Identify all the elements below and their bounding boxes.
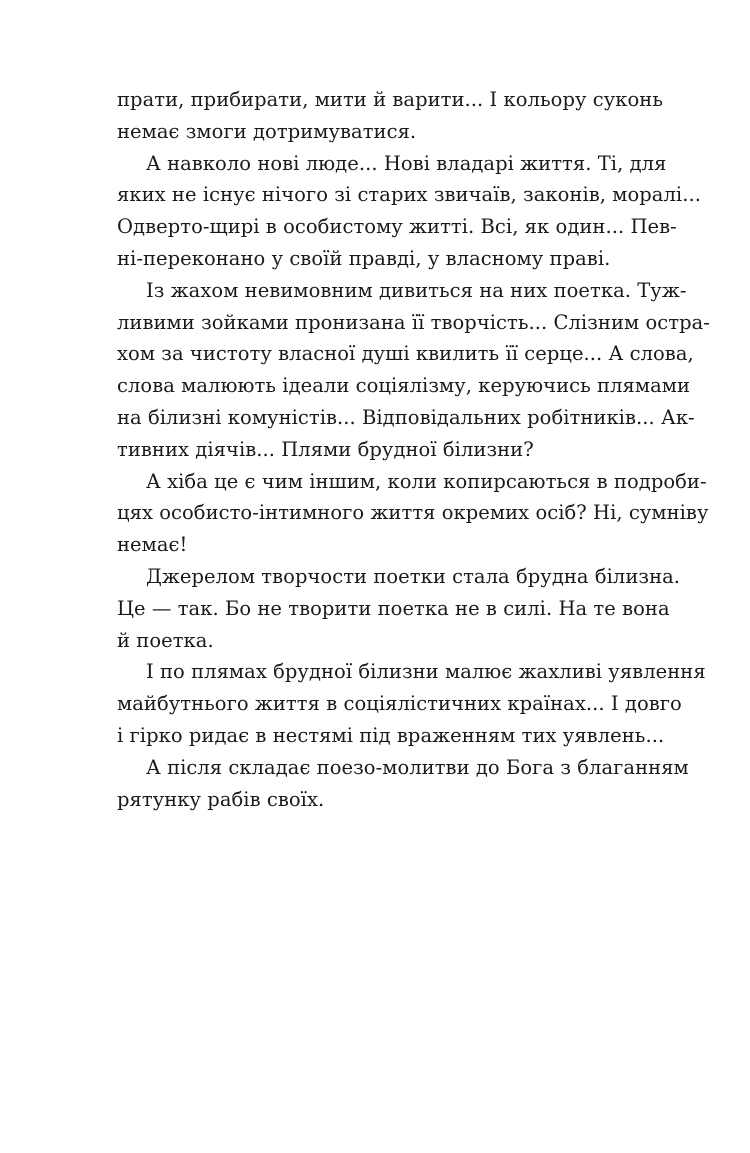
paragraph-4	[117, 466, 709, 561]
paragraph-5	[117, 561, 681, 656]
text-line: хом за чистоту власної душі квилить її серце... А слова,	[117, 342, 694, 366]
text-line: й поетка.	[117, 628, 214, 652]
text-line: ливими зойками пронизана її творчість... Слізним остра-	[117, 310, 710, 334]
text-line: на білизні комуністів... Відповідальних робітників... Ак-	[117, 405, 695, 429]
text-line: Із жахом невимовним дивиться на них поетка. Туж-	[146, 278, 687, 302]
text-block	[117, 84, 710, 815]
text-line: слова малюють ідеали соціялізму, керуючись плямами	[117, 374, 691, 398]
paragraph-7	[117, 752, 689, 816]
text-line: Одверто-щирі в особистому житті. Всі, як один... Пев-	[117, 215, 677, 239]
text-line: ні-переконано у своїй правді, у власному праві.	[117, 246, 611, 270]
paragraph-2	[117, 148, 701, 275]
paragraph-3	[117, 275, 710, 466]
text-line: Джерелом творчости поетки стала брудна білизна.	[146, 564, 681, 588]
text-line: рятунку рабів своїх.	[117, 787, 325, 811]
text-line: цях особисто-інтимного життя окремих осіб? Ні, сумніву	[117, 501, 709, 525]
text-line: прати, прибирати, мити й варити... І кольору суконь	[117, 88, 664, 111]
text-line: І по плямах брудної білизни малює жахливі уявлення	[146, 660, 706, 684]
paragraph-6	[117, 656, 706, 751]
text-line: тивних діячів... Плями брудної білизни?	[117, 437, 534, 461]
text-line: майбутнього життя в соціялістичних країнах... І довго	[117, 692, 682, 716]
text-line: А після складає поезо-молитви до Бога з благанням	[146, 755, 689, 779]
text-line: немає змоги дотримуватися.	[117, 119, 417, 143]
text-line: і гірко ридає в нестямі під враженням тих уявлень...	[117, 723, 665, 747]
paragraph-1	[117, 84, 664, 148]
text-line: яких не існує нічого зі старих звичаїв, законів, моралі...	[117, 183, 701, 207]
text-line: А навколо нові люде... Нові владарі життя. Ті, для	[146, 151, 667, 175]
text-line: немає!	[117, 533, 188, 557]
text-line: Це — так. Бо не творити поетка не в силі. На те вона	[117, 596, 670, 620]
text-line: А хіба це є чим іншим, коли копирсаються в подроби-	[146, 469, 707, 493]
